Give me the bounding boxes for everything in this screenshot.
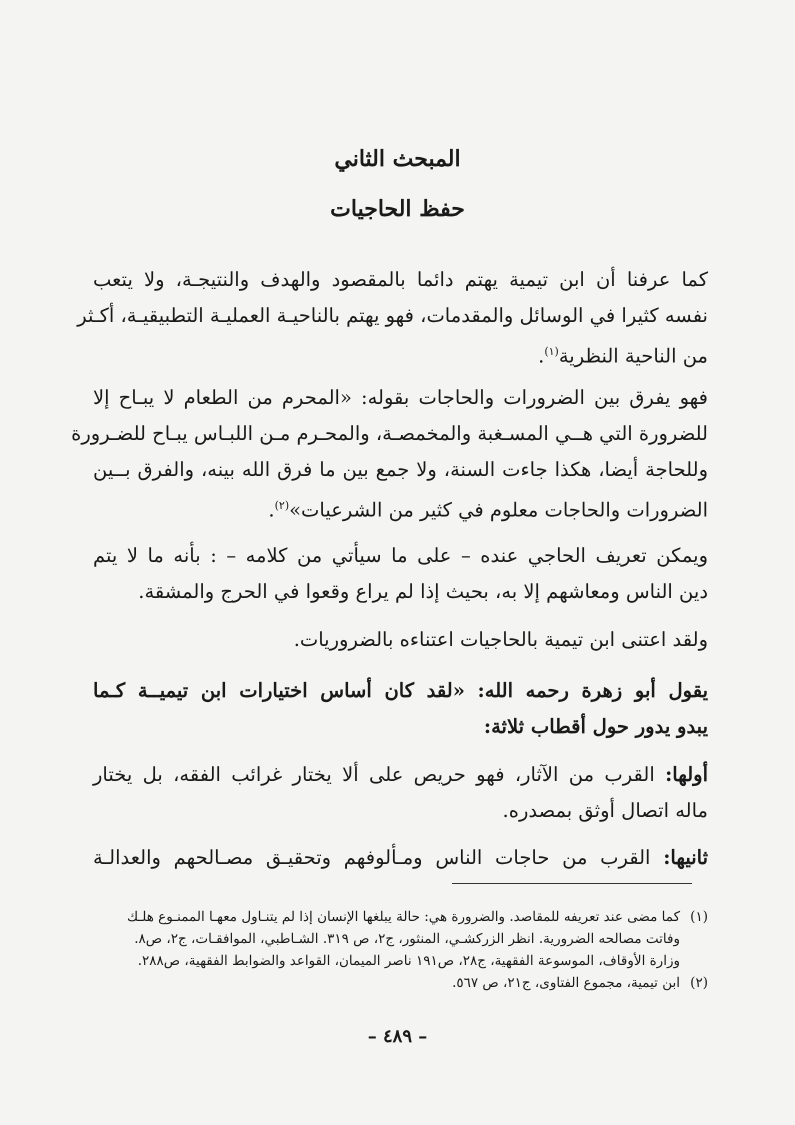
paragraph-line-text: القرب من حاجات الناس ومـألوفهم وتحقيـق مصـالحهم والعدالـة <box>93 846 664 869</box>
paragraph-line: كما عرفنا أن ابن تيمية يهتم دائما بالمقصود والهدف والنتيجـة، ولا يتعب <box>93 268 708 291</box>
paragraph-line: من الناحية النظرية$^{(١)}$. <box>538 344 708 368</box>
page-number: – ٤٨٩ – <box>367 1026 428 1047</box>
paragraph-line: الضرورات والحاجات معلوم في كثير من الشرعيات»$^{(٢)}$. <box>268 498 708 522</box>
paragraph-3 <box>93 538 708 610</box>
footnote-line <box>93 906 708 928</box>
paragraph-line: فهو يفرق بين الضرورات والحاجات بقوله: «المحرم من الطعام لا يبـاح إلا <box>93 386 708 409</box>
paragraph-line: نفسه كثيرا في الوسائل والمقدمات، فهو يهتم بالناحيـة العمليـة التطبيقيـة، أكـثر <box>77 304 708 327</box>
paragraph-line: ولقد اعتنى ابن تيمية بالحاجيات اعتناءه بالضروريات. <box>293 628 708 651</box>
paragraph-1 <box>77 262 708 375</box>
paragraph-2 <box>71 380 708 529</box>
paragraph-lead: ثانيها: <box>663 846 708 869</box>
paragraph-line <box>93 840 708 876</box>
section-title: المبحث الثاني <box>334 146 461 172</box>
footnote-line: وفاتت مصالحه الضرورية. انظر الزركشـي، المنثور، ج٢، ص ٣١٩. الشـاطبي، الموافقـات، ج٢، ص٨. <box>134 931 680 947</box>
paragraph-line-text: الضرورات والحاجات معلوم في كثير من الشرعيات» <box>289 498 708 522</box>
paragraph-line: دين الناس ومعاشهم إلا به، بحيث إذا لم يراع وقعوا في الحرج والمشقة. <box>138 580 708 603</box>
paragraph-line <box>93 757 708 793</box>
paragraph-line: يقول أبو زهرة رحمه الله: «لقد كان أساس اختيارات ابن تيميــة كـما <box>93 679 708 702</box>
footnote-ref: (٢) <box>274 499 290 512</box>
paragraph-6 <box>93 757 708 829</box>
footnote-1 <box>93 906 708 972</box>
footnote-line-text: ابن تيمية، مجموع الفتاوى، ج٢١، ص ٥٦٧. <box>452 975 680 991</box>
paragraph-line: ويمكن تعريف الحاجي عنده – على ما سيأتي من كلامه – : بأنه ما لا يتم <box>93 544 708 567</box>
paragraph-lead: أولها: <box>665 763 708 786</box>
paragraph-4 <box>93 622 708 658</box>
footnote-line-text: كما مضى عند تعريفه للمقاصد. والضرورة هي: حالة يبلغها الإنسان إذا لم يتنـاول معهـا الممنـوع هلـك <box>126 909 680 925</box>
footnote-number: (٢) <box>690 975 708 991</box>
paragraph-line: يبدو يدور حول أقطاب ثلاثة: <box>483 715 708 738</box>
paragraph-line-text: القرب من الآثار، فهو حريص على ألا يختار غرائب الفقه، بل يختار <box>93 763 666 786</box>
footnote-ref: (١) <box>544 345 559 358</box>
section-subtitle: حفظ الحاجيات <box>330 196 465 222</box>
footnote-separator <box>452 883 692 884</box>
footnote-line: وزارة الأوقاف، الموسوعة الفقهية، ج٢٨، ص١٩١ ناصر الميمان، القواعد والضوابط الفقهية، ص٢٨٨. <box>137 953 680 969</box>
paragraph-line: ماله اتصال أوثق بمصدره. <box>502 799 708 822</box>
paragraph-line: وللحاجة أيضا، هكذا جاءت السنة، ولا جمع بين ما فرق الله بينه، والفرق بــين <box>93 458 708 481</box>
paragraph-7 <box>93 840 708 876</box>
paragraph-line: للضرورة التي هــي المسـغبة والمخمصـة، والمحـرم مـن اللبـاس يبـاح للضـرورة <box>71 422 708 445</box>
footnote-line <box>93 972 708 994</box>
paragraph-line-text: من الناحية النظرية <box>558 344 708 368</box>
paragraph-5 <box>93 673 708 745</box>
footnote-number: (١) <box>690 909 708 925</box>
footnote-2 <box>93 972 708 994</box>
